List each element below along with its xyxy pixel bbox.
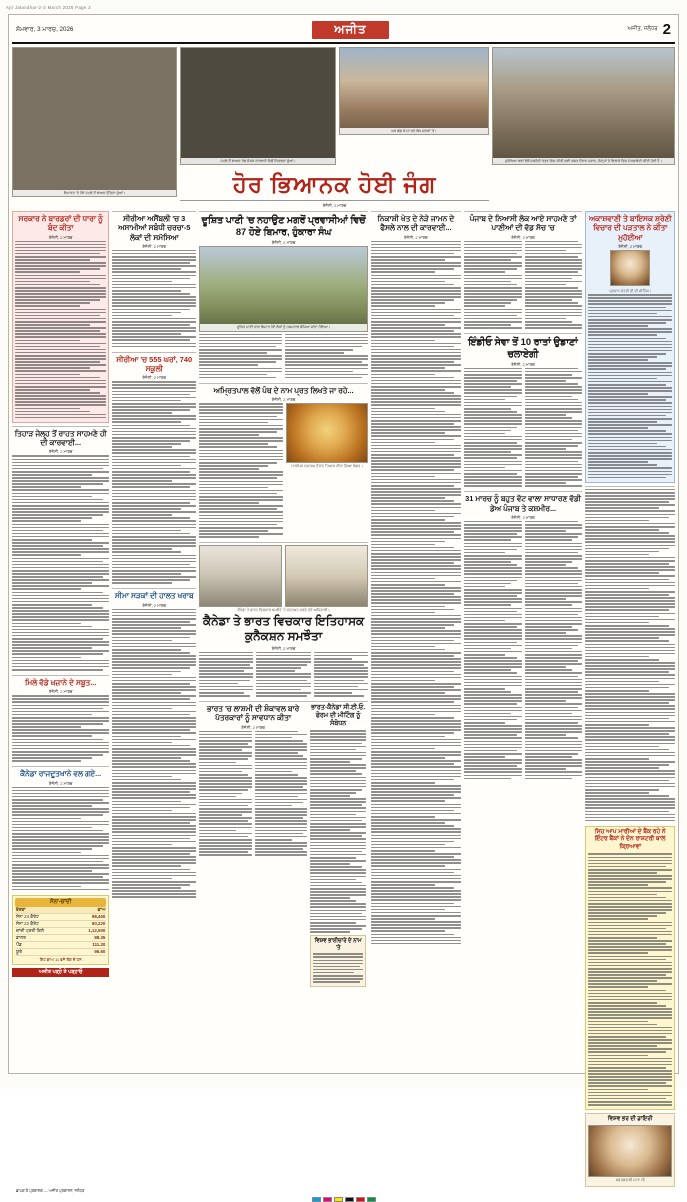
rate-box-title: ਸੋਨਾ-ਚਾਂਦੀ	[15, 898, 106, 907]
table-row	[15, 927, 106, 934]
registration-text: Ajit Jalandhar-2-3 March 2026 Page 2	[6, 4, 91, 10]
story-block	[112, 588, 196, 899]
table-row	[15, 934, 106, 941]
story-body	[12, 455, 109, 670]
rate-value: 98,450	[71, 913, 107, 920]
story-headline: ਤਿਹਾੜ ਜੇਲ੍ਹ ਤੋਂ ਰਾਹਤ ਸਾਹਮਣੇ ਹੀ ਦੀ ਕਾਰਵਾਈ...	[14, 428, 107, 448]
rate-value: 1,12,500	[71, 927, 107, 934]
story-headline: ਸੀਰੀਆ ਅਸੈਂਬਲੀ 'ਚ 3 ਅਸਾਮੀਆਂ ਸਬੰਧੀ ਚਰਚਾ-5 ਲੋਕਾਂ ਦੀ ਸਮੱਸਿਆ	[118, 214, 191, 242]
story-block	[199, 542, 368, 698]
story-block	[371, 211, 461, 946]
rate-value: 88.35	[71, 934, 107, 941]
masthead-right	[628, 22, 671, 37]
photo-caption: ਸੁਰੱਖਿਆ ਬਲਾਂ ਵੱਲੋਂ ਸਰਹੱਦੀ ਖੇਤਰ ਵਿਚ ਕੀਤੀ ਗਈ ਗਸ਼ਤ ਦੌਰਾਨ ਜਵਾਨ, ਜਿਨ੍ਹਾਂ ਨੇ ਇਲਾਕੇ ਵਿਚ ਮੋਰਚਾਬੰਦੀ ਕੀਤੀ ਹੋਈ ਹੈ।	[493, 158, 674, 164]
story-body	[112, 381, 196, 584]
story-block	[12, 766, 109, 891]
column-2	[112, 211, 196, 1187]
story-body	[199, 652, 368, 698]
story-block	[12, 675, 109, 763]
story-headline: ਇੰਡੀਓ ਸੇਵਾ ਤੋਂ 10 ਰਾਤਾਂ ਉਡਾਣਾਂ ਚਲਾਏਗੀ	[468, 336, 578, 359]
story-body	[464, 521, 583, 781]
story-block	[464, 491, 583, 780]
rate-value: 95.60	[71, 948, 107, 955]
rate-col-label: ਵੇਰਵਾ	[15, 907, 71, 914]
story-body	[464, 241, 583, 331]
rate-label: ਪੌਂਡ	[15, 941, 71, 948]
masthead	[12, 18, 675, 44]
story-body	[12, 695, 109, 762]
story-byline: ਏਜੰਸੀ, 2 ਮਾਰਚ	[271, 397, 296, 403]
story-byline: ਏਜੰਸੀ, 2 ਮਾਰਚ	[271, 645, 296, 651]
column-4	[371, 211, 461, 1187]
footer-note: ਛਾਪਕ ਤੇ ਪ੍ਰਕਾਸ਼ਕ — ਅਜੀਤ ਪ੍ਰਕਾਸ਼ਨ, ਜਲੰਧਰ	[16, 1188, 85, 1193]
story-body	[199, 334, 368, 380]
story-byline: ਏਜੰਸੀ, 2 ਮਾਰਚ	[48, 689, 73, 695]
table-row	[15, 920, 106, 927]
color-calibration-strip	[12, 1195, 675, 1202]
story-byline: ਏਜੰਸੀ, 2 ਮਾਰਚ	[142, 602, 167, 608]
story-body	[12, 787, 109, 891]
story-headline: ਅਮ੍ਰਿਤਪਾਲ ਵੱਲੋਂ ਪੰਥ ਦੇ ਨਾਮ ਪ੍ਰਤ ਲਿਖਤੇ ਜਾ ਰਹੇ...	[213, 385, 354, 395]
rate-col-value: ਭਾਅ	[71, 907, 107, 914]
story-headline: ਕੈਨੇਡਾ ਰਾਜਦੂਤਖਾਨੇ ਵਲ ਗਏ...	[20, 769, 102, 779]
page-sheet	[8, 14, 679, 1193]
top-photo-strip	[12, 47, 675, 209]
story-headline: 31 ਮਾਰਚ ਨੂੰ ਬਹੁਤ ਵੋਟ ਵਾਲਾ ਸਾਧਾਰਣ ਵੱਡੀ ਡੇਅ ਪੰਜਾਬ ਤੇ ਕਸ਼ਮੀਰ...	[465, 494, 581, 513]
obituary-block	[585, 1113, 675, 1186]
column-5	[464, 211, 583, 1187]
column-6	[585, 211, 675, 1187]
story-headline: ਪੰਜਾਬ ਦੇ ਨਿਆਸੀ ਲੋਕ ਆਏ ਸਾਹਮਣੇ ਤਾਂ ਪਾਣੀਆਂ ਦੀ ਵੱਡ ਸੱਚ 'ਚ	[469, 214, 577, 233]
story-headline: ਕੈਨੇਡਾ ਤੇ ਭਾਰਤ ਵਿਚਕਾਰ ਇਤਿਹਾਸਕ ਕੁਨੈਕਸ਼ਨ ਸਮਝੌਤਾ	[202, 613, 365, 643]
story-body	[588, 853, 672, 1105]
story-byline: ਏਜੰਸੀ, 2 ਮਾਰਚ	[618, 243, 643, 249]
table-row	[15, 913, 106, 920]
color-swatch	[367, 1197, 376, 1202]
story-body	[313, 953, 363, 982]
color-swatch	[356, 1197, 365, 1202]
photo-caption: ਦੂਸ਼ਿਤ ਪਾਣੀ ਨਾਲ ਬਿਮਾਰ ਹੋਏ ਲੋਕਾਂ ਨੂੰ ਹਸਪਤਾਲ ਭੇਜਿਆ ਜਾਂਦਾ ਹੋਇਆ।	[200, 324, 367, 330]
story-byline: ਏਜੰਸੀ, 2 ਮਾਰਚ	[511, 514, 535, 520]
langar-food-photo	[286, 403, 368, 463]
story-headline: ਨਿਕਾਸ਼ੀ ਖੇਤ ਦੇ ਨੇੜੇ ਜਾਮਨ ਦੇ ਫੈਸਲੇ ਨਾਲ ਦੀ ਕਾਰਵਾਈ...	[377, 214, 455, 233]
displaced-families-photo	[339, 47, 489, 135]
color-swatch	[334, 1197, 343, 1202]
color-swatch	[312, 1197, 321, 1202]
table-row	[15, 941, 106, 948]
obituary-caption: ਸਵਰਗਵਾਸੀ ਮਾਤਾ ਜੀ	[615, 1178, 645, 1183]
rate-box-footer: ਇਹ ਭਾਅ 11 ਵਜੇ ਤੱਕ ਦੇ ਹਨ	[39, 956, 82, 962]
story-byline: ਏਜੰਸੀ, 2 ਮਾਰਚ	[404, 234, 428, 240]
story-block	[199, 211, 368, 380]
story-byline: ਏਜੰਸੀ, 2 ਮਾਰਚ	[48, 234, 73, 240]
rate-label: ਡਾਲਰ	[15, 934, 71, 941]
rate-label: ਚਾਂਦੀ ਪ੍ਰਤੀ ਕਿਲੋ	[15, 927, 71, 934]
story-body	[15, 241, 106, 419]
story-block	[199, 701, 368, 987]
story-headline: ਭਾਰਤ-ਕੈਨੇਡਾ ਸੀ.ਈ.ਓ. ਫੋਰਮ ਦੀ ਮੀਟਿੰਗ ਨੂੰ ਸੰਬੋਧਨ	[311, 704, 366, 728]
story-block	[464, 211, 583, 330]
story-headline: ਸੀਰੀਆ 'ਚ 555 ਘਰਾਂ, 740 ਸਕੂਲੀ	[116, 354, 193, 373]
story-byline: ਏਜੰਸੀ, 2 ਮਾਰਚ	[271, 239, 296, 245]
story-headline: ਅਕਾਸ਼ਵਾਣੀ ਤੇ ਬਾਇਸਕ ਸ਼੍ਰੇਣੀ ਵਿਚਾਰ ਦੀ ਪੜਤਾਲ ਨੇ ਕੀਤਾ ਮੁਹੱਈਆ	[588, 214, 672, 242]
story-headline: ਸਿਹ ਆਪ ਮਾਰੀਆਂ ਦੇ ਬੈਂਕ ਰਹੇ ਨੇ ਇੰਟਰ ਬੈਂਕਾਂ ਨੇ ਦੋਨ ਰਾਸ਼ਟਰੀ ਬਾਲ ਕ੍ਰਿਆਵਾਂ	[594, 828, 666, 850]
story-byline: ਏਜੰਸੀ, 2 ਮਾਰਚ	[241, 724, 265, 730]
story-byline: ਏਜੰਸੀ, 2 ਮਾਰਚ	[511, 234, 535, 240]
story-body	[199, 731, 307, 858]
photo-caption: ਘਰ ਛੱਡ ਕੇ ਜਾ ਰਹੇ ਲੋਕ ਸੜਕਾਂ 'ਤੇ।	[340, 128, 488, 134]
story-headline: ਸਰਕਾਰ ਨੇ ਬਾਰਡਰਾਂ ਦੀ ਧਾਰਾ ਨੂੰ ਬੰਦ ਕੀਤਾ	[18, 214, 103, 233]
masthead-edition: ਅਜੀਤ, ਜਲੰਧਰ	[627, 26, 658, 32]
rate-table	[15, 907, 106, 956]
registration-bar	[0, 0, 687, 14]
page-footer	[12, 1187, 675, 1195]
smoke-explosion-photo	[12, 47, 177, 197]
story-block	[464, 333, 583, 488]
main-byline: ਏਜੰਸੀ, 2 ਮਾਰਚ	[322, 203, 347, 208]
story-byline: ਏਜੰਸੀ, 2 ਮਾਰਚ	[48, 449, 73, 455]
story-body	[112, 609, 196, 898]
story-byline: ਏਜੰਸੀ, 2 ਮਾਰਚ	[142, 375, 167, 381]
story-headline: ਭਾਰਤ 'ਚ ਲਾਸ਼ਮੀ ਦੀ ਸ਼ੰਕਾਵਲ ਬਾਰੇ ਪੱਤਰਕਾਰਾਂ ਨੂੰ ਸਾਵਧਾਨ ਕੀਤਾ	[206, 704, 300, 723]
photo-caption: ਹਮਲੇ ਤੋਂ ਬਾਅਦ ਤੇਲ ਸੋਧਕ ਕਾਰਖਾਨੇ ਵਿਚੋਂ ਨਿਕਲਦਾ ਧੂੰਆਂ।	[181, 158, 335, 164]
column-1	[12, 211, 109, 1187]
photo-caption: ਇਮਾਰਤ 'ਤੇ ਹੋਏ ਹਮਲੇ ਤੋਂ ਬਾਅਦ ਉੱਠਦਾ ਧੂੰਆਂ।	[13, 190, 176, 196]
story-body	[310, 730, 366, 933]
contaminated-water-photo	[199, 246, 368, 332]
story-block	[112, 352, 196, 586]
story-byline: ਏਜੰਸੀ, 2 ਮਾਰਚ	[48, 780, 73, 786]
story-headline: ਵਿਸ਼ਵ ਭਾਈਚਾਰੇ ਦੇ ਨਾਮ 'ਤੇ	[314, 937, 362, 951]
canada-india-signing-photo-1	[199, 545, 282, 607]
story-block	[12, 211, 109, 423]
story-body	[585, 489, 675, 822]
story-headline: ਦੂਸ਼ਿਤ ਪਾਣੀ 'ਚ ਨਹਾਉਣ ਮਗਰੋਂ ਪ੍ਰਵਾਸੀਆਂ ਵਿਚੋਂ 87 ਹੋਏ ਬਿਮਾਰ, ਹੁੰਕਾਰਾ ਸੰਘ	[201, 214, 366, 237]
main-grid	[12, 211, 675, 1187]
story-body	[199, 403, 283, 539]
main-headline: ਹੋਰ ਭਿਆਨਕ ਹੋਈ ਜੰਗ	[180, 171, 489, 201]
page-number: 2	[662, 21, 671, 38]
story-byline: ਏਜੰਸੀ, 2 ਮਾਰਚ	[142, 243, 167, 249]
story-headline: ਮਿਲੇ ਵੱਡੇ ਖ਼ਜ਼ਾਨੇ ਦੇ ਸਬੂਤ...	[24, 678, 97, 687]
color-swatch	[323, 1197, 332, 1202]
story-block	[12, 426, 109, 672]
canada-india-signing-photo-2	[285, 545, 368, 607]
photo-caption: ਪ੍ਰਧਾਨ ਮੰਤਰੀ ਜੀ ਦੀ ਮੀਟਿੰਗ।	[609, 288, 652, 293]
oil-refinery-fire-photo	[180, 47, 336, 165]
photo-caption: ਧਾਰਮਿਕ ਸਮਾਗਮ ਦੌਰਾਨ ਤਿਆਰ ਕੀਤਾ ਗਿਆ ਲੰਗਰ।	[291, 464, 363, 469]
photo-caption: ਕੈਨੇਡਾ ਤੇ ਭਾਰਤ ਵਿਚਕਾਰ ਸਮਝੌਤੇ 'ਤੇ ਦਸਤਖ਼ਤ ਕਰਦੇ ਹੋਏ ਅਧਿਕਾਰੀ।	[237, 608, 330, 613]
promo-bar: ਅਜੀਤ ਪੜ੍ਹੋ ਤੇ ਪੜ੍ਹਾਓ	[12, 968, 109, 977]
story-body	[371, 241, 461, 945]
side-note-box	[310, 935, 366, 987]
rate-value: 111.20	[71, 941, 107, 948]
masthead-date: ਸੋਮਵਾਰ, 3 ਮਾਰਚ, 2026	[16, 25, 74, 33]
story-body	[112, 250, 196, 348]
story-block	[585, 211, 675, 483]
story-block	[112, 211, 196, 349]
table-row	[15, 948, 106, 955]
story-body	[588, 294, 672, 478]
rate-label: ਯੂਰੋ	[15, 948, 71, 955]
story-block	[585, 826, 675, 1110]
masthead-logo-wrap	[73, 20, 627, 39]
color-swatch	[345, 1197, 354, 1202]
rate-label: ਸੋਨਾ 24 ਕੈਰੇਟ	[15, 913, 71, 920]
story-headline: ਸੀਮਾ ਸੜਕਾਂ ਦੀ ਹਾਲਤ ਖਰਾਬ	[114, 591, 194, 601]
story-block	[199, 383, 368, 539]
leader-portrait-photo	[610, 250, 650, 286]
gold-silver-rate-box	[12, 895, 109, 965]
column-3	[199, 211, 368, 1187]
obituary-portrait-photo	[588, 1125, 672, 1177]
story-byline: ਏਜੰਸੀ, 2 ਮਾਰਚ	[511, 361, 535, 367]
story-block	[585, 486, 675, 823]
story-headline: ਵਿਸ਼ਵ ਭਰ ਦੀ ਡਾਇਰੀ	[607, 1116, 653, 1123]
newspaper-logo: ਅਜੀਤ	[312, 21, 388, 39]
story-body	[464, 368, 583, 489]
security-forces-photo	[492, 47, 675, 165]
rate-value: 90,220	[71, 920, 107, 927]
rate-label: ਸੋਨਾ 22 ਕੈਰੇਟ	[15, 920, 71, 927]
